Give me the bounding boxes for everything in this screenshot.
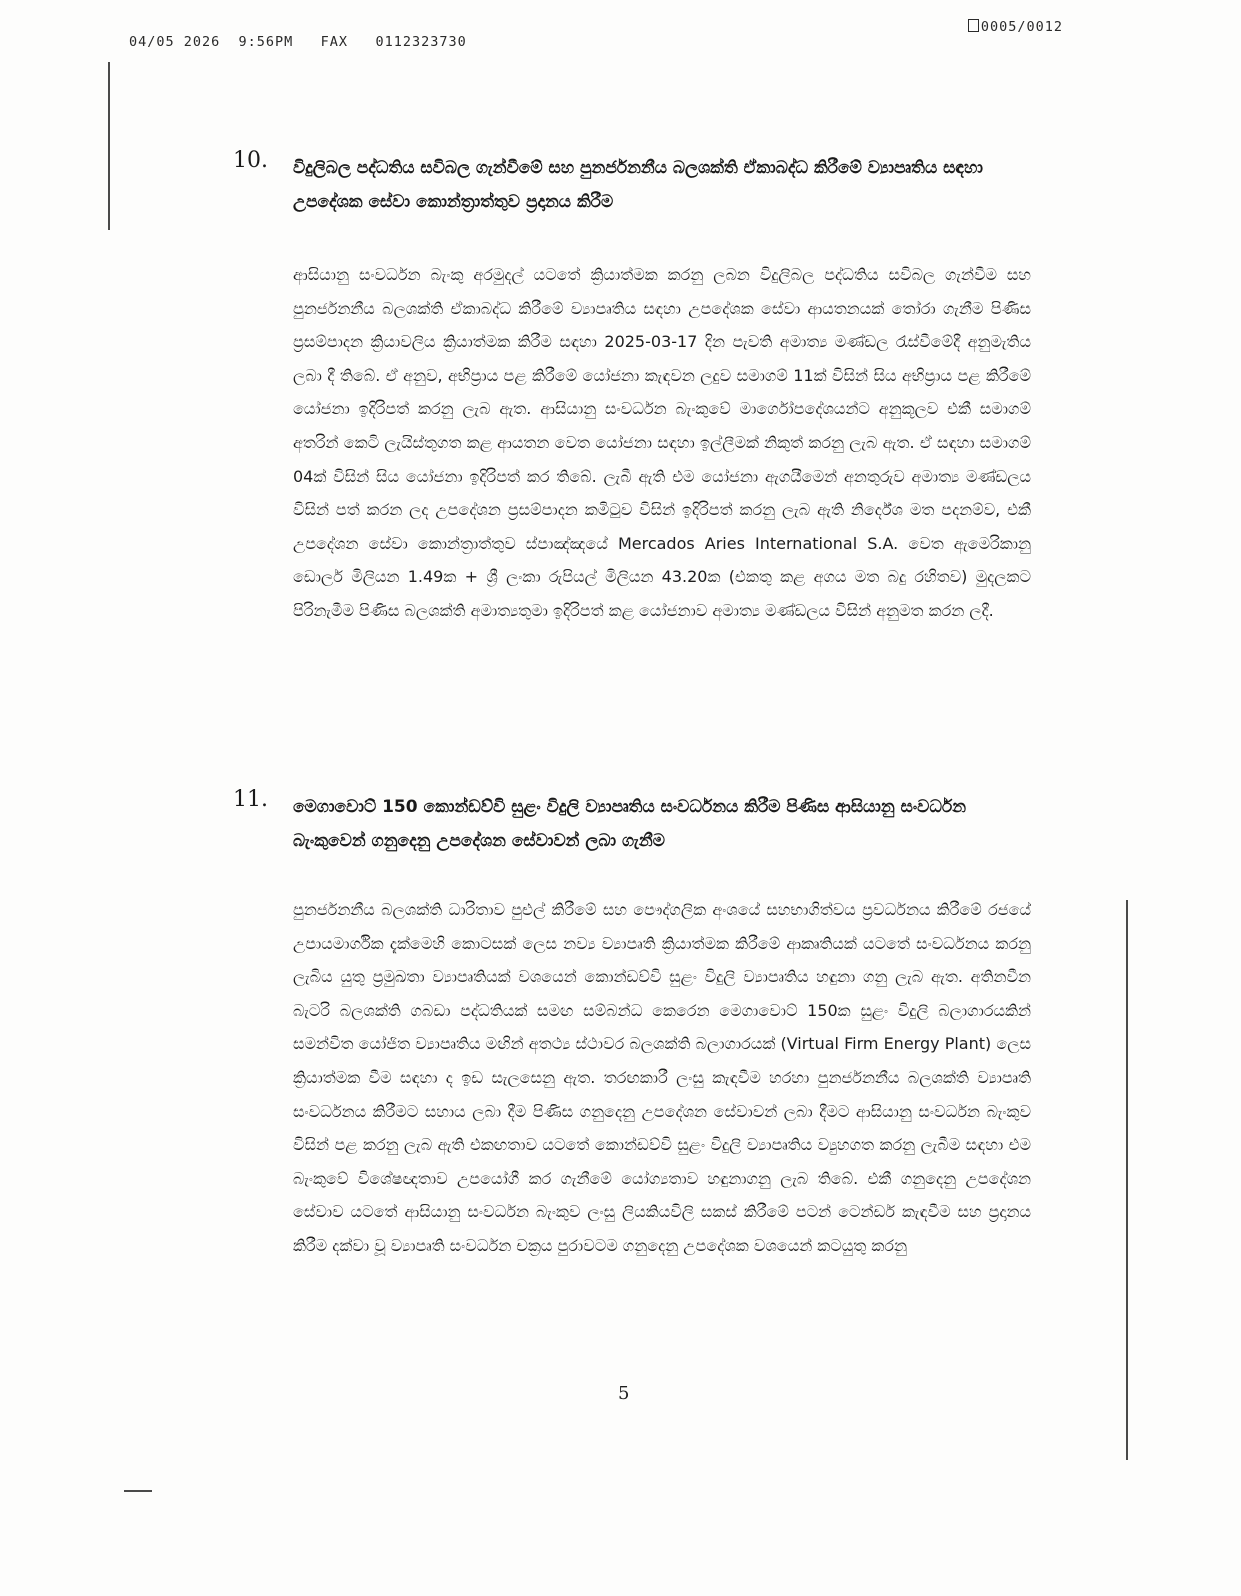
fax-header-line: 04/05 2026 9:56PM FAX 0112323730 <box>129 34 467 50</box>
scan-bottom-dash <box>124 1490 152 1492</box>
section-body: පුනර්ජනනීය බලශක්ති ධාරිතාව පුළුල් කිරීමේ සහ පෞද්ගලික අංශයේ සහභාගිත්වය ප්‍රවර්ධනය කිරීමේ රජයේ උපායමාර්ගික දැක්මෙහි කොටසක් ලෙස නව්‍ය ව්‍යාපෘති ක්‍රියාත්මක කිරීමේ ආකෘතියක් යටතේ සංවර්ධනය කරනු ලැබිය යුතු ප්‍රමුඛතා ව්‍යාපෘතියක් වශයෙන් කොන්ඩව්වි සුළං විදුලි ව්‍යාපෘතිය හඳුනා ගනු ලැබ ඇත. අතිනවීන බැටරි බලශක්ති ගබඩා පද්ධතියක් සමඟ සම්බන්ධ කෙරෙන මෙගාවොට් 150ක සුළං විදුලි බලාගාරයකින් සමන්විත යෝජිත ව්‍යාපෘතිය මඟින් අතථ්‍ය ස්ථාවර බලශක්ති බලාගාරයක් (Virtual Firm Energy Plant) ලෙස ක්‍රියාත්මක වීම සඳහා ද ඉඩ සැලසෙනු ඇත. තරඟකාරී ලංසු කැඳවීම හරහා පුනර්ජනනීය බලශක්ති ව්‍යාපෘති සංවර්ධනය කිරීමට සහාය ලබා දීම පිණිස ගනුදෙනු උපදේශන සේවාවන් ලබා දීමට ආසියානු සංවර්ධන බැංකුව විසින් පළ කරනු ලැබ ඇති එකඟතාව යටතේ කොන්ඩව්වි සුළං විදුලි ව්‍යාපෘතිය ව්‍යුහගත කරනු ලැබීම සඳහා එම බැංකුවේ විශේෂඥතාව උපයෝගී කර ගැනීමේ යෝග්‍යතාව හඳුනාගනු ලැබ තිබේ. එකී ගනුදෙනු උපදේශන සේවාව යටතේ ආසියානු සංවර්ධන බැංකුව ලංසු ලියකියවිලි සකස් කිරීමේ පටන් ටෙන්ඩර් කැඳවීම සහ ප්‍රදානය කිරීම දක්වා වූ ව්‍යාපෘති සංවර්ධන චක්‍රය පුරාවටම ගනුදෙනු උපදේශක වශයෙන් කටයුතු කරනු <box>293 900 1031 1255</box>
fax-checkbox-icon <box>968 19 979 32</box>
fax-page-counter-text: 0005/0012 <box>980 19 1063 35</box>
section-title: විදුලිබල පද්ධතිය සවිබල ගැන්වීමේ සහ පුනර්ජනනීය බලශක්ති ඒකාබද්ධ කිරීමේ ව්‍යාපෘතිය සඳහා උපදේශක සේවා කොන්ත්‍රාත්තුව ප්‍රදානය කිරීම <box>293 158 983 212</box>
page-number: 5 <box>618 1383 630 1404</box>
section-body: ආසියානු සංවර්ධන බැංකු අරමුදල් යටතේ ක්‍රියාත්මක කරනු ලබන විදුලිබල පද්ධතිය සවිබල ගැන්වීම සහ පුනර්ජනනීය බලශක්ති ඒකාබද්ධ කිරීමේ ව්‍යාපෘතිය සඳහා උපදේශක සේවා ආයතනයක් තෝරා ගැනීම පිණිස ප්‍රසම්පාදන ක්‍රියාවලිය ක්‍රියාත්මක කිරීම සඳහා 2025-03-17 දින පැවති අමාත්‍ය මණ්ඩල රැස්වීමේදී අනුමැතිය ලබා දී තිබේ. ඒ අනුව, අභිප්‍රාය පළ කිරීමේ යෝජනා කැඳවන ලදුව සමාගම් 11ක් විසින් සිය අභිප්‍රාය පළ කිරීමේ යෝජනා ඉදිරිපත් කරනු ලැබ ඇත. ආසියානු සංවර්ධන බැංකුවේ මාර්ගෝපදේශයන්ට අනුකූලව එකී සමාගම් අතරින් කෙටි ලැයිස්තුගත කළ ආයතන වෙත යෝජනා සඳහා ඉල්ලීමක් නිකුත් කරනු ලැබ ඇත. ඒ සඳහා සමාගම් 04ක් විසින් සිය යෝජනා ඉදිරිපත් කර තිබේ. ලැබී ඇති එම යෝජනා ඇගයීමෙන් අනතුරුව අමාත්‍ය මණ්ඩලය විසින් පත් කරන ලද උපදේශන ප්‍රසම්පාදන කමිටුව විසින් ඉදිරිපත් කරනු ලැබ ඇති නිර්දේශ මත පදනම්ව, එකී උපදේශන සේවා කොන්ත්‍රාත්තුව ස්පාඤ්ඤයේ Mercados Aries International S.A. වෙත ඇමෙරිකානු ඩොලර් මිලියන 1.49ක + ශ්‍රී ලංකා රුපියල් මිලියන 43.20ක (එකතු කළ අගය මත බදු රහිතව) මුදලකට පිරිනැමීම පිණිස බලශක්ති අමාත්‍යතුමා ඉදිරිපත් කළ යෝජනාව අමාත්‍ය මණ්ඩලය විසින් අනුමත කරන ලදී. <box>293 265 1031 620</box>
scan-right-margin-line <box>1126 900 1128 1460</box>
section-number: 10. <box>233 148 268 173</box>
fax-page-counter <box>968 19 1063 35</box>
section-title: මෙගාවොට් 150 කොන්ඩව්වි සුළං විදුලි ව්‍යාපෘතිය සංවර්ධනය කිරීම පිණිස ආසියානු සංවර්ධන බැංකුවෙන් ගනුදෙනු උපදේශන සේවාවන් ලබා ගැනීම <box>293 797 967 851</box>
scan-left-margin-line <box>108 62 110 230</box>
section-number: 11. <box>233 787 268 812</box>
